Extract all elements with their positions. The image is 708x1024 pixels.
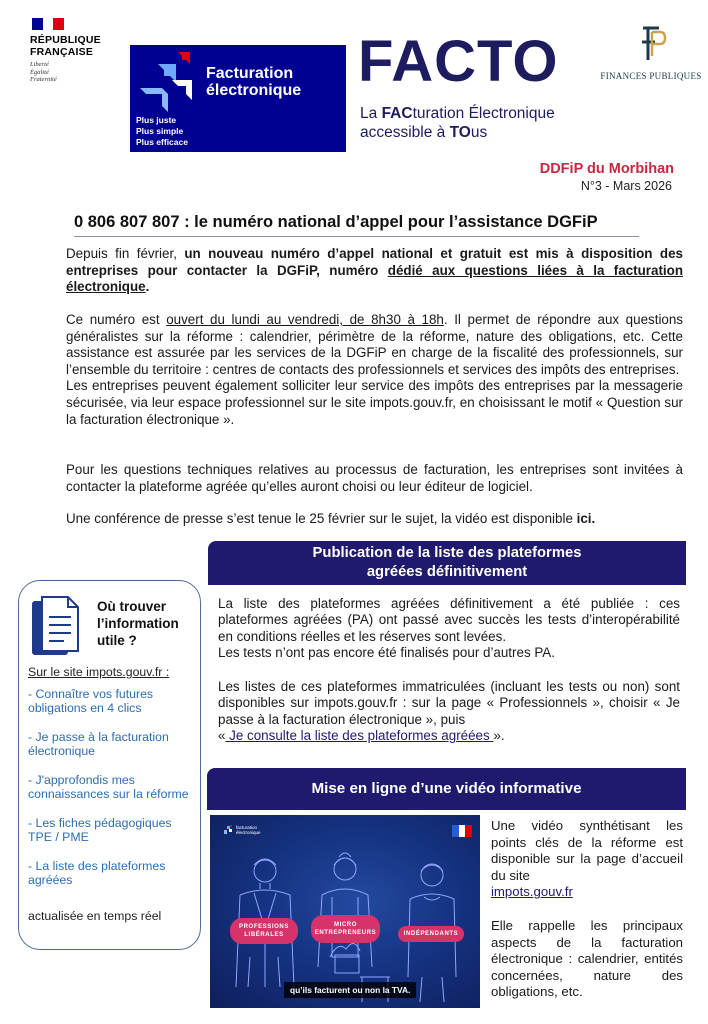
title-divider [74,236,639,237]
platforms-paragraph-2: Les listes de ces plateformes immatriculées (incluant les tests ou non) sont disponibles sur impots.gouv.fr : sur la page « Professionnels », choisir « Je passe à la facturation électronique », puis « Je consulte la liste des plateformes agréées ». [218,679,680,744]
motto-egalite: Égalité [30,68,49,76]
useful-info-box [18,580,201,950]
video-paragraph-1: Une vidéo synthétisant les points clés de la réforme est disponible sur la page d’accueil du site impots.gouv.fr [491,818,683,900]
link-future-obligations[interactable]: - Connaître vos futures obligations en 4 clics [28,687,154,715]
motto-liberte: Liberté [30,61,49,68]
info-box-site-label: Sur le site impots.gouv.fr : [28,665,170,679]
link-liste-plateformes[interactable]: - La liste des plateformes agréées [28,859,166,887]
finances-publiques-name: FINANCES PUBLIQUES [600,71,702,81]
newsletter-name: FACTO [358,29,559,94]
edition-info [540,160,674,194]
hotline-paragraph-3: Pour les questions techniques relatives au processus de facturation, les entreprises sont invitées à contacter la plateforme agréée qu’elles auront choisi ou leur éditeur de logiciel. [66,462,683,494]
video-subtitle: qu’ils facturent ou non la TVA. [284,982,416,998]
press-video-link[interactable]: ici. [576,511,596,526]
banner-title-line2: électronique [206,82,302,99]
platforms-list-link[interactable]: Je consulte la liste des plateformes agréées [225,728,494,744]
video-label-independants: INDÉPENDANTS [398,926,464,942]
hotline-article-title: 0 806 807 807 : le numéro national d’appel pour l’assistance DGFiP [74,213,598,231]
video-label-micro-entrepreneurs: MICRO ENTREPRENEURS [311,915,380,943]
link-approfondis-connaissances[interactable]: - J'approfondis mes connaissances sur la réforme [28,773,189,801]
republique-francaise-logo [30,18,120,84]
hotline-paragraph-1: Depuis fin février, un nouveau numéro d’appel national et gratuit est mis à disposition des entreprises pour contacter la DGFiP, numéro dédié aux questions liées à la facturation électronique. [66,246,684,295]
info-box-title: Où trouver l’information utile ? [97,599,179,648]
french-flag-icon [32,18,64,30]
rf-name-line2: FRANÇAISE [30,46,94,58]
facturation-electronique-banner [130,45,346,152]
tagline: Plus simple [136,126,184,136]
link-fiches-pedagogiques[interactable]: - Les fiches pédagogiques TPE / PME [28,816,172,844]
issue-number: N°3 - Mars 2026 [580,179,672,193]
newsletter-subtitle: La FACturation Électronique accessible à TOus [360,105,555,141]
info-box-note: actualisée en temps réel [28,909,162,923]
banner-title-line1: Facturation [206,65,294,82]
finances-publiques-fp-icon [633,26,669,62]
hotline-paragraph-2: Ce numéro est ouvert du lundi au vendredi, de 8h30 à 18h. Il permet de répondre aux questions généralistes sur la réforme : calendrier, périmètre de la réforme, nature des obligations, etc. Cette assistance est assurée par les services de la DGFiP en charge de la fiscalité des professionnels, sur l’ensemble du territoire : centres de contacts des professionnels et services des impôts des entreprises. Les entreprises peuvent également solliciter leur service des impôts des entreprises par la messagerie sécurisée, via leur espace professionnel sur le site impots.gouv.fr, en choisissant le motif « Question sur la facturation électronique ». [66,312,684,427]
motto-fraternite: Fraternité [30,76,57,83]
rf-name-line1: RÉPUBLIQUE [30,34,101,46]
facturation-arrows-icon [224,825,233,835]
video-section-header: Mise en ligne d’une vidéo informative [207,768,686,810]
finances-publiques-logo [596,26,706,81]
video-thumbnail[interactable] [210,815,480,1008]
video-facturation-logo: facturation électronique [224,825,261,835]
video-paragraph-2: Elle rappelle les principaux aspects de la facturation électronique : calendrier, entités concernées, nature des obligations, etc. [491,918,683,1000]
hotline-paragraph-2b: Les entreprises peuvent également solliciter leur service des impôts des entreprises par la messagerie sécurisée, via leur espace professionnel sur le site impots.gouv.fr, en choisissant le motif « Question sur la facturation électronique ». [66,378,683,427]
tagline: Plus juste [136,115,177,125]
facturation-arrows-logo-icon [138,50,200,114]
link-je-passe-facturation[interactable]: - Je passe à la facturation électronique [28,730,169,758]
video-label-professions-liberales: PROFESSIONS LIBÉRALES [230,918,298,944]
tagline: Plus efficace [136,137,188,147]
department-name: DDFiP du Morbihan [539,161,674,177]
document-icon [30,595,80,657]
impots-gouv-link[interactable]: impots.gouv.fr [491,884,573,900]
hotline-paragraph-4: Une conférence de presse s’est tenue le 25 février sur le sujet, la vidéo est disponible ici. [66,511,596,526]
french-flag-icon [452,825,472,837]
platforms-section-header: Publication de la liste des plateformes agréées définitivement [208,541,686,585]
platforms-paragraph-1: La liste des plateformes agréées définitivement a été publiée : ces plateformes agréées (PA) ont passé avec succès les tests d’interopérabilité en conditions réelles et les réserves sont levées. Les tests n’ont pas encore été finalisés pour d’autres PA. [218,596,680,661]
rf-motto [30,61,120,84]
banner-taglines [136,115,188,148]
info-box-links [28,688,198,887]
banner-title [206,65,301,99]
